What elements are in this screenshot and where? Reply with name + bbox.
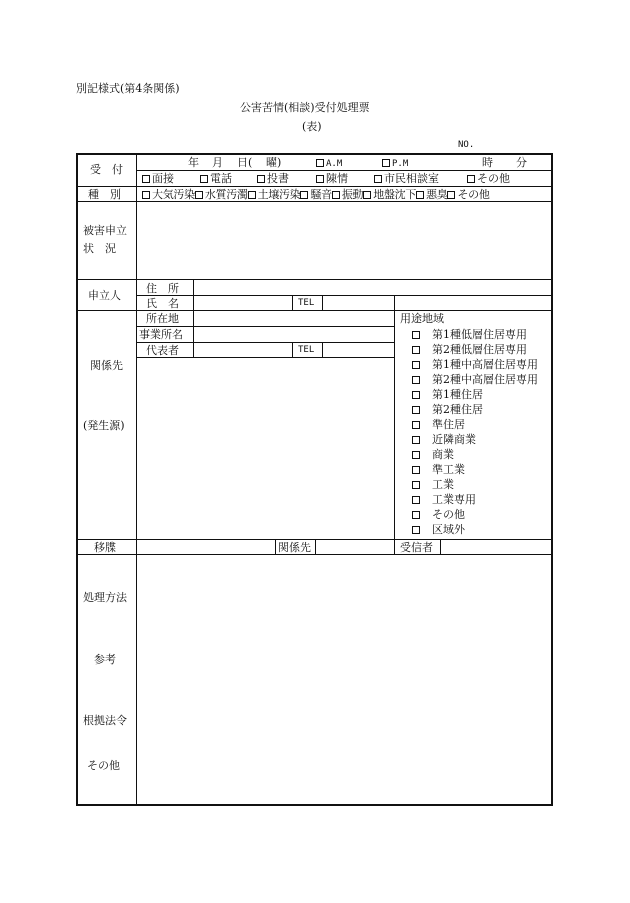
- type-option[interactable]: その他: [447, 188, 489, 201]
- checkbox-icon: [412, 361, 420, 369]
- checkbox-icon: [412, 496, 420, 504]
- complainant-address-field[interactable]: [194, 280, 551, 295]
- number-label: NO.: [458, 140, 475, 150]
- method-option[interactable]: その他: [467, 173, 510, 184]
- zone-option[interactable]: 第1種中高層住居専用: [412, 359, 538, 370]
- zone-option[interactable]: 工業専用: [412, 494, 476, 505]
- checkbox-icon: [412, 346, 420, 354]
- checkbox-icon: [142, 175, 150, 183]
- reception-weekday: 曜): [266, 156, 282, 169]
- processing-method-label: 処理方法: [83, 591, 127, 604]
- party-details-field[interactable]: [137, 358, 394, 539]
- zone-option[interactable]: 近隣商業: [412, 434, 476, 445]
- type-option[interactable]: 水質汚濁: [195, 188, 248, 201]
- complainant-address-label: 住 所: [146, 282, 179, 295]
- method-option[interactable]: 面接: [142, 173, 174, 184]
- checkbox-icon: [416, 191, 424, 199]
- transfer-related-label: 関係先: [278, 541, 311, 554]
- transfer-related-field[interactable]: [316, 540, 394, 554]
- zone-option[interactable]: 第2種低層住居専用: [412, 344, 527, 355]
- zone-option[interactable]: 商業: [412, 449, 454, 460]
- checkbox-icon: [467, 175, 475, 183]
- party-office-field[interactable]: [194, 327, 394, 342]
- party-tel-label: TEL: [298, 345, 315, 355]
- complainant-label: 申立人: [88, 289, 121, 302]
- checkbox-icon: [382, 159, 390, 167]
- method-option[interactable]: 市民相談室: [374, 173, 439, 184]
- checkbox-icon: [363, 191, 371, 199]
- zone-option[interactable]: 第2種住居: [412, 404, 483, 415]
- pm-option[interactable]: P.M: [382, 157, 408, 169]
- reception-label: 受 付: [90, 163, 123, 176]
- checkbox-icon: [412, 481, 420, 489]
- zone-option[interactable]: その他: [412, 509, 465, 520]
- checkbox-icon: [412, 526, 420, 534]
- zone-option[interactable]: 区域外: [412, 524, 465, 535]
- checkbox-icon: [412, 466, 420, 474]
- type-options: [142, 189, 490, 200]
- complainant-tel-label: TEL: [298, 298, 315, 308]
- party-representative-field[interactable]: [194, 343, 292, 357]
- checkbox-icon: [412, 421, 420, 429]
- checkbox-icon: [142, 191, 150, 199]
- checkbox-icon: [412, 451, 420, 459]
- method-option[interactable]: 投書: [257, 173, 289, 184]
- page-title: 公害苦情(相談)受付処理票: [240, 101, 370, 114]
- page-subtitle: (表): [302, 120, 322, 133]
- zoning-title: 用途地域: [400, 312, 444, 325]
- am-option[interactable]: A.M: [316, 157, 342, 169]
- reception-day: 日(: [237, 156, 253, 169]
- party-source-label: (発生源): [83, 419, 125, 432]
- reception-year: 年: [188, 156, 199, 169]
- receiver-field[interactable]: [441, 540, 551, 554]
- type-option[interactable]: 地盤沈下: [363, 188, 416, 201]
- checkbox-icon: [412, 391, 420, 399]
- checkbox-icon: [412, 376, 420, 384]
- party-representative-label: 代表者: [146, 344, 179, 357]
- zone-option[interactable]: 第1種低層住居専用: [412, 329, 527, 340]
- receiver-label: 受信者: [400, 541, 433, 554]
- other-label: その他: [87, 759, 120, 772]
- checkbox-icon: [332, 191, 340, 199]
- method-option[interactable]: 電話: [200, 173, 232, 184]
- complainant-tel-field[interactable]: [323, 296, 394, 310]
- checkbox-icon: [412, 406, 420, 414]
- reception-minute: 分: [516, 156, 527, 169]
- damage-label-line2: 状 況: [83, 242, 116, 255]
- checkbox-icon: [200, 175, 208, 183]
- checkbox-icon: [374, 175, 382, 183]
- type-option[interactable]: 悪臭: [416, 188, 447, 201]
- reception-hour: 時: [482, 156, 493, 169]
- checkbox-icon: [316, 159, 324, 167]
- law-label: 根拠法令: [83, 714, 127, 727]
- checkbox-icon: [248, 191, 256, 199]
- type-option[interactable]: 土壌汚染: [248, 188, 301, 201]
- party-location-label: 所在地: [146, 312, 179, 325]
- party-label: 関係先: [90, 359, 123, 372]
- type-option[interactable]: 大気汚染: [142, 188, 195, 201]
- damage-label-line1: 被害申立: [83, 224, 127, 237]
- transfer-label: 移牒: [94, 541, 116, 554]
- type-label: 種 別: [88, 188, 121, 201]
- method-option[interactable]: 陳情: [316, 173, 348, 184]
- form-label: 別記様式(第4条関係): [76, 82, 180, 95]
- party-location-field[interactable]: [194, 311, 394, 326]
- reference-label: 参考: [94, 653, 116, 666]
- checkbox-icon: [412, 436, 420, 444]
- zone-option[interactable]: 準工業: [412, 464, 465, 475]
- zone-option[interactable]: 準住居: [412, 419, 465, 430]
- party-tel-field[interactable]: [323, 343, 394, 357]
- checkbox-icon: [412, 511, 420, 519]
- complainant-name-label: 氏 名: [146, 297, 179, 310]
- zone-option[interactable]: 第2種中高層住居専用: [412, 374, 538, 385]
- zone-option[interactable]: 工業: [412, 479, 454, 490]
- checkbox-icon: [195, 191, 203, 199]
- zone-option[interactable]: 第1種住居: [412, 389, 483, 400]
- type-option[interactable]: 騒音: [300, 188, 331, 201]
- checkbox-icon: [257, 175, 265, 183]
- processing-field[interactable]: [137, 555, 551, 804]
- party-office-label: 事業所名: [139, 328, 183, 341]
- reception-month: 月: [212, 156, 223, 169]
- checkbox-icon: [300, 191, 308, 199]
- damage-field[interactable]: [137, 202, 551, 279]
- checkbox-icon: [316, 175, 324, 183]
- checkbox-icon: [412, 331, 420, 339]
- type-option[interactable]: 振動: [332, 188, 363, 201]
- checkbox-icon: [447, 191, 455, 199]
- transfer-field[interactable]: [137, 540, 275, 554]
- complainant-name-field[interactable]: [194, 296, 292, 310]
